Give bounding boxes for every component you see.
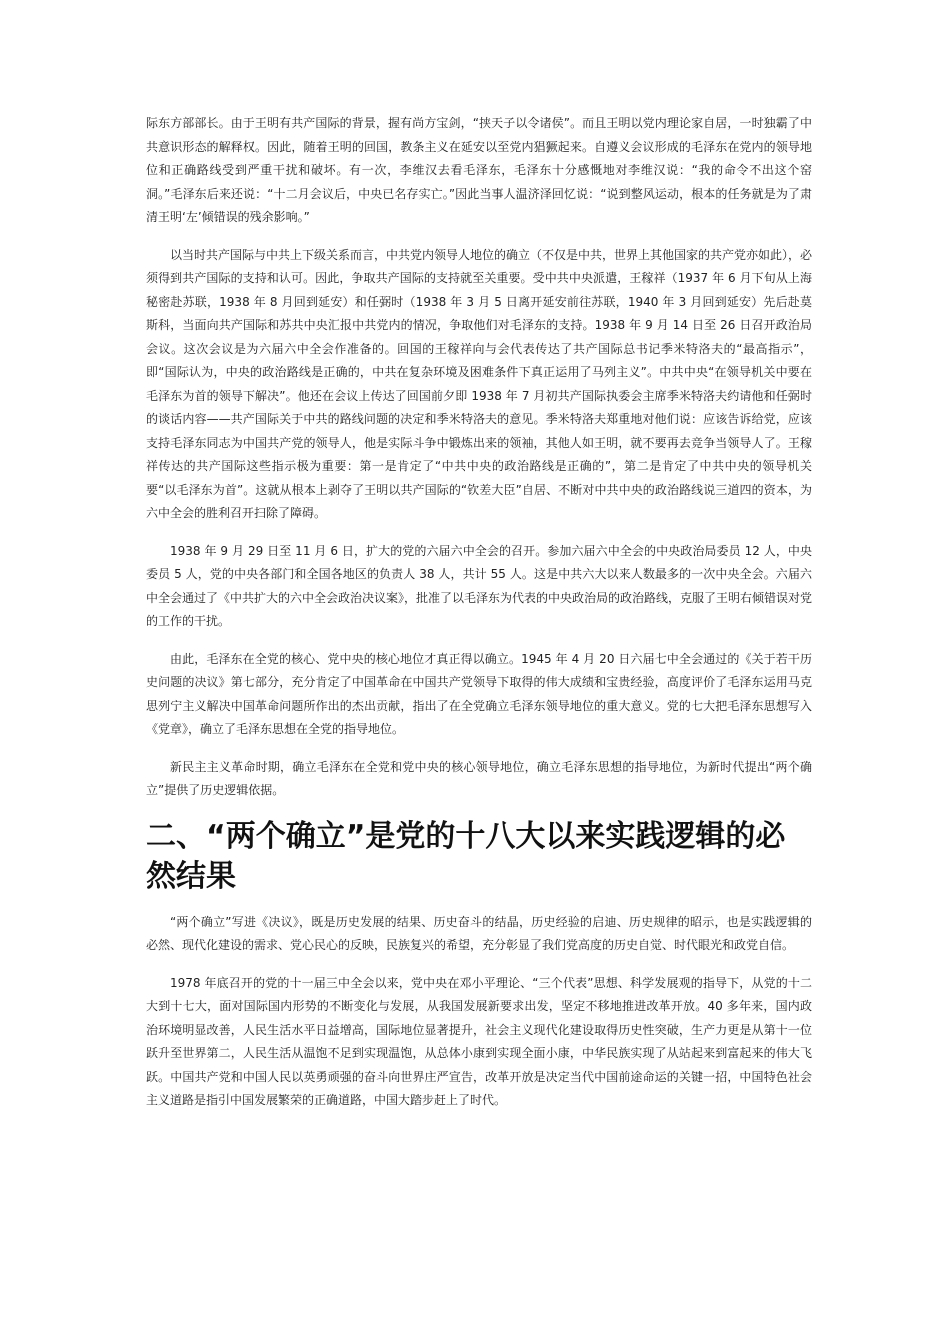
paragraph-6: “两个确立”写进《决议》，既是历史发展的结果、历史奋斗的结晶，历史经验的启迪、历史规律的昭示，也是实践逻辑的必然、现代化建设的需求、党心民心的反映，民族复兴的希望，充分彰显了我们党高度的历史自觉、时代眼光和政党自信。 bbox=[146, 914, 812, 952]
paragraph-1: 际东方部部长。由于王明有共产国际的背景，握有尚方宝剑，“挟天子以令诸侯”。而且王明以党内理论家自居，一时独霸了中共意识形态的解释权。因此，随着王明的回国，教条主义在延安以至党内猖獗起来。自遵义会议形成的毛泽东在党内的领导地位和正确路线受到严重干扰和破坏。有一次，李维汉去看毛泽东，毛泽东十分感慨地对李维汉说：“我的命令不出这个窑洞。”毛泽东后来还说：“十二月会议后，中央已名存实亡。”因此当事人温济泽回忆说：“说到整风运动，根本的任务就是为了肃清王明‘左’倾错误的残余影响。” bbox=[146, 116, 812, 224]
paragraph-3: 1938 年 9 月 29 日至 11 月 6 日，扩大的党的六届六中全会的召开。参加六届六中全会的中央政治局委员 12 人，中央委员 5 人，党的中央各部门和全国各地区的负责人 38 人，共计 55 人。这是中共六大以来人数最多的一次中央全会。六届六中全会通过了《中共扩大的六中全会政治决议案》，批准了以毛泽东为代表的中央政治局的政治路线，克服了王明右倾错误对党的工作的干扰。 bbox=[146, 543, 813, 628]
paragraph-7: 1978 年底召开的党的十一届三中全会以来，党中央在邓小平理论、“三个代表”思想、科学发展观的指导下，从党的十二大到十七大，面对国际国内形势的不断变化与发展，从我国发展新要求出发，坚定不移地推进改革开放。40 多年来，国内政治环境明显改善，人民生活水平日益增高，国际地位显著提升，社会主义现代化建设取得历史性突破，生产力更是从第十一位跃升至世界第二，人民生活从温饱不足到实现温饱，从总体小康到实现全面小康，中华民族实现了从站起来到富起来的伟大飞跃。中国共产党和中国人民以英勇顽强的奋斗向世界庄严宣告，改革开放是决定当代中国前途命运的关键一招，中国特色社会主义道路是指引中国发展繁荣的正确道路，中国大踏步赶上了时代。 bbox=[146, 975, 812, 1107]
paragraph-2: 以当时共产国际与中共上下级关系而言，中共党内领导人地位的确立（不仅是中共，世界上其他国家的共产党亦如此），必须得到共产国际的支持和认可。因此，争取共产国际的支持就至关重要。受中共中央派遣，王稼祥（1937 年 6 月下旬从上海秘密赴苏联，1938 年 8 月回到延安）和任弼时（1938 年 3 月 5 日离开延安前往苏联，1940 年 3 月回到延安）先后赴莫斯科，当面向共产国际和苏共中央汇报中共党内的情况，争取他们对毛泽东的支持。1938 年 9 月 14 日至 26 日召开政治局会议。这次会议是为六届六中全会作准备的。回国的王稼祥向与会代表传达了共产国际总书记季米特洛夫的“最高指示”，即“国际认为，中央的政治路线是正确的，中共在复杂环境及困难条件下真正运用了马列主义”。中共中央“在领导机关中要在毛泽东为首的领导下解决”。他还在会议上传达了回国前夕即 1938 年 7 月初共产国际执委会主席季米特洛夫约请他和任弼时的谈话内容——共产国际关于中共的路线问题的决定和季米特洛夫的意见。季米特洛夫郑重地对他们说：应该告诉给党，应该支持毛泽东同志为中国共产党的领导人，他是实际斗争中锻炼出来的领袖，其他人如王明，就不要再去竞争当领导人了。王稼祥传达的共产国际这些指示极为重要：第一是肯定了“中共中央的政治路线是正确的”，第二是肯定了中共中央的领导机关要“以毛泽东为首”。这就从根本上剥夺了王明以共产国际的“钦差大臣”自居、不断对中共中央的政治路线说三道四的资本，为六中全会的胜利召开扫除了障碍。 bbox=[146, 247, 813, 520]
paragraph-5: 新民主主义革命时期，确立毛泽东在全党和党中央的核心领导地位，确立毛泽东思想的指导地位，为新时代提出“两个确立”提供了历史逻辑依据。 bbox=[146, 759, 812, 797]
document-page bbox=[146, 112, 812, 1127]
paragraph-4: 由此，毛泽东在全党的核心、党中央的核心地位才真正得以确立。1945 年 4 月 20 日六届七中全会通过的《关于若干历史问题的决议》第七部分，充分肯定了中国革命在中国共产党领导下取得的伟大成绩和宝贵经验，高度评价了毛泽东运用马克思列宁主义解决中国革命问题所作出的杰出贡献，指出了在全党确立毛泽东领导地位的重大意义。党的七大把毛泽东思想写入《党章》，确立了毛泽东思想在全党的指导地位。 bbox=[146, 651, 812, 736]
section-heading: 二、“两个确立”是党的十八大以来实践逻辑的必然结果 bbox=[146, 818, 786, 894]
